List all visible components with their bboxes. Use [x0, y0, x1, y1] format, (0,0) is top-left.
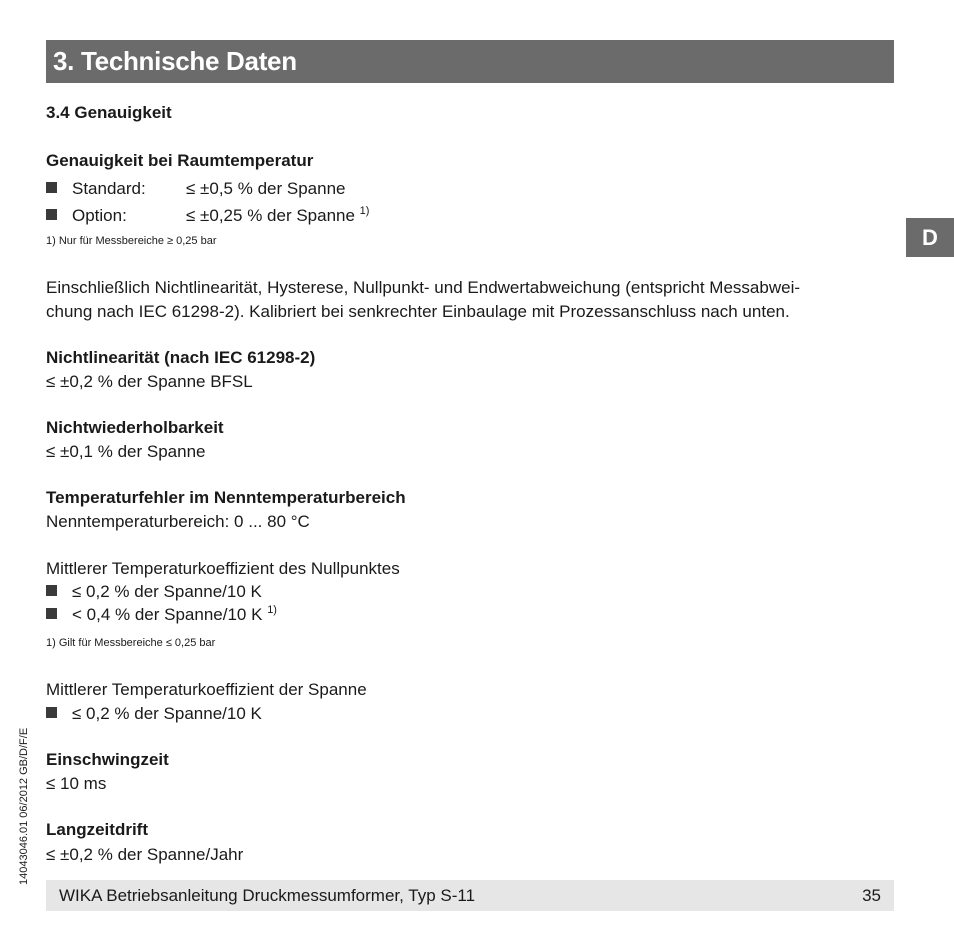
footnote-ref: 1): [267, 604, 277, 616]
section-title: 3.4 Genauigkeit: [46, 103, 172, 122]
nonrepeatability-heading: Nichtwiederholbarkeit: [46, 418, 224, 437]
square-bullet-icon: [46, 608, 57, 619]
page-number: 35: [862, 886, 881, 905]
nonlinearity-heading: Nichtlinearität (nach IEC 61298-2): [46, 348, 316, 367]
accuracy-heading: Genauigkeit bei Raumtemperatur: [46, 151, 314, 170]
square-bullet-icon: [46, 209, 57, 220]
footnote: 1) Nur für Messbereiche ≥ 0,25 bar: [46, 235, 217, 247]
page-title: 3. Technische Daten: [46, 40, 894, 83]
footer-text: WIKA Betriebsanleitung Druckmessumformer, Typ S-11: [59, 886, 476, 905]
long-term-drift-value: ≤ ±0,2 % der Spanne/Jahr: [46, 845, 244, 864]
list-item: ≤ 0,2 % der Spanne/10 K: [46, 582, 262, 602]
zero-coefficient-label: Mittlerer Temperaturkoeffizient des Nullpunktes: [46, 559, 400, 578]
square-bullet-icon: [46, 707, 57, 718]
settling-time-heading: Einschwingzeit: [46, 750, 169, 769]
temperature-error-heading: Temperaturfehler im Nenntemperaturbereich: [46, 488, 406, 507]
intro-paragraph-line: chung nach IEC 61298-2). Kalibriert bei senkrechter Einbaulage mit Prozessanschluss nach unten.: [46, 302, 790, 321]
document-code: 14043046.01 06/2012 GB/D/F/E: [18, 727, 30, 885]
page-footer: [46, 880, 894, 911]
footnote: 1) Gilt für Messbereiche ≤ 0,25 bar: [46, 637, 216, 649]
nonlinearity-value: ≤ ±0,2 % der Spanne BFSL: [46, 372, 253, 391]
list-item: < 0,4 % der Spanne/10 K $^{1)}$: [46, 605, 277, 625]
list-item: Option: ≤ ±0,25 % der Spanne $^{1)}$: [46, 206, 369, 226]
long-term-drift-heading: Langzeitdrift: [46, 820, 148, 839]
square-bullet-icon: [46, 182, 57, 193]
nonrepeatability-value: ≤ ±0,1 % der Spanne: [46, 442, 206, 461]
intro-paragraph-line: Einschließlich Nichtlinearität, Hysterese, Nullpunkt- und Endwertabweichung (entspricht Messabwei-: [46, 278, 801, 297]
square-bullet-icon: [46, 585, 57, 596]
list-item: Standard: ≤ ±0,5 % der Spanne: [46, 179, 345, 199]
span-coefficient-label: Mittlerer Temperaturkoeffizient der Spanne: [46, 680, 367, 699]
list-item: ≤ 0,2 % der Spanne/10 K: [46, 704, 262, 724]
language-tab[interactable]: D: [906, 218, 954, 257]
temperature-range-value: Nenntemperaturbereich: 0 ... 80 °C: [46, 512, 310, 531]
footnote-ref: 1): [359, 205, 370, 217]
settling-time-value: ≤ 10 ms: [46, 774, 107, 793]
